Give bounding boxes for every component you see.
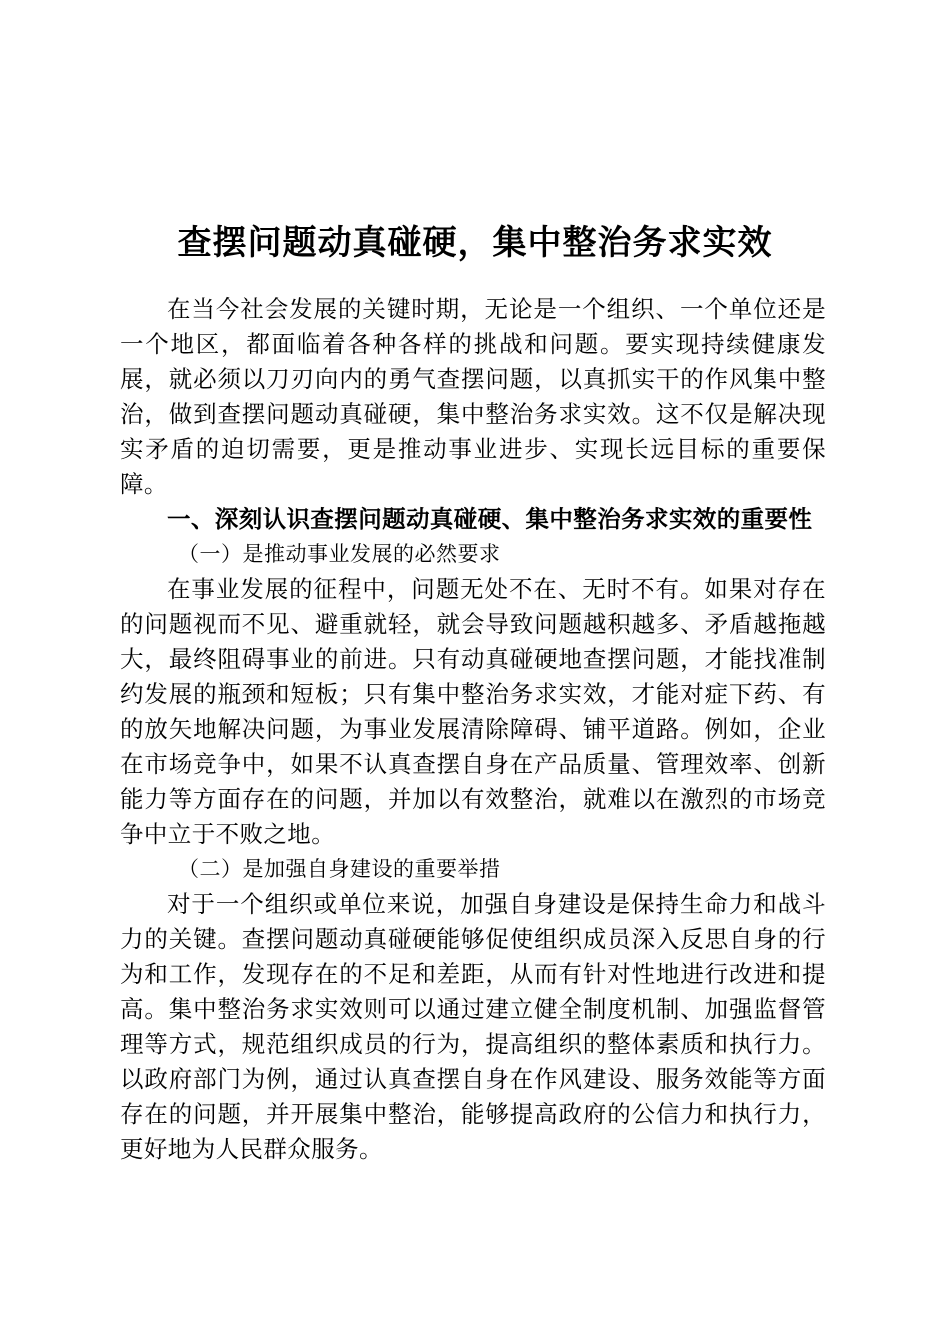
subsection-paragraph-1: 在事业发展的征程中，问题无处不在、无时不有。如果对存在的问题视而不见、避重就轻，就会导致问题越积越多、矛盾越拖越大，最终阻碍事业的前进。只有动真碰硬地查摆问题，才能找准制约发展的瓶颈和短板；只有集中整治务求实效，才能对症下药、有的放矢地解决问题，为事业发展清除障碍、铺平道路。例如，企业在市场竞争中，如果不认真查摆自身在产品质量、管理效率、创新能力等方面存在的问题，并加以有效整治，就难以在激烈的市场竞争中立于不败之地。 <box>120 575 826 848</box>
subsection-heading-1: （一）是推动事业发展的必然要求 <box>178 542 501 566</box>
intro-paragraph: 在当今社会发展的关键时期，无论是一个组织、一个单位还是一个地区，都面临着各种各样的挑战和问题。要实现持续健康发展，就必须以刀刃向内的勇气查摆问题，以真抓实干的作风集中整治，做到查摆问题动真碰硬，集中整治务求实效。这不仅是解决现实矛盾的迫切需要，更是推动事业进步、实现长远目标的重要保障。 <box>120 295 826 498</box>
document-body <box>120 292 826 1167</box>
subsection-paragraph-2: 对于一个组织或单位来说，加强自身建设是保持生命力和战斗力的关键。查摆问题动真碰硬能够促使组织成员深入反思自身的行为和工作，发现存在的不足和差距，从而有针对性地进行改进和提高。集中整治务求实效则可以通过建立健全制度机制、加强监督管理等方式，规范组织成员的行为，提高组织的整体素质和执行力。以政府部门为例，通过认真查摆自身在作风建设、服务效能等方面存在的问题，并开展集中整治，能够提高政府的公信力和执行力，更好地为人民群众服务。 <box>120 890 826 1163</box>
page-title: 查摆问题动真碰硬，集中整治务求实效 <box>177 222 773 263</box>
section-heading: 一、深刻认识查摆问题动真碰硬、集中整治务求实效的重要性 <box>167 505 813 533</box>
subsection-heading-2: （二）是加强自身建设的重要举措 <box>178 857 501 881</box>
